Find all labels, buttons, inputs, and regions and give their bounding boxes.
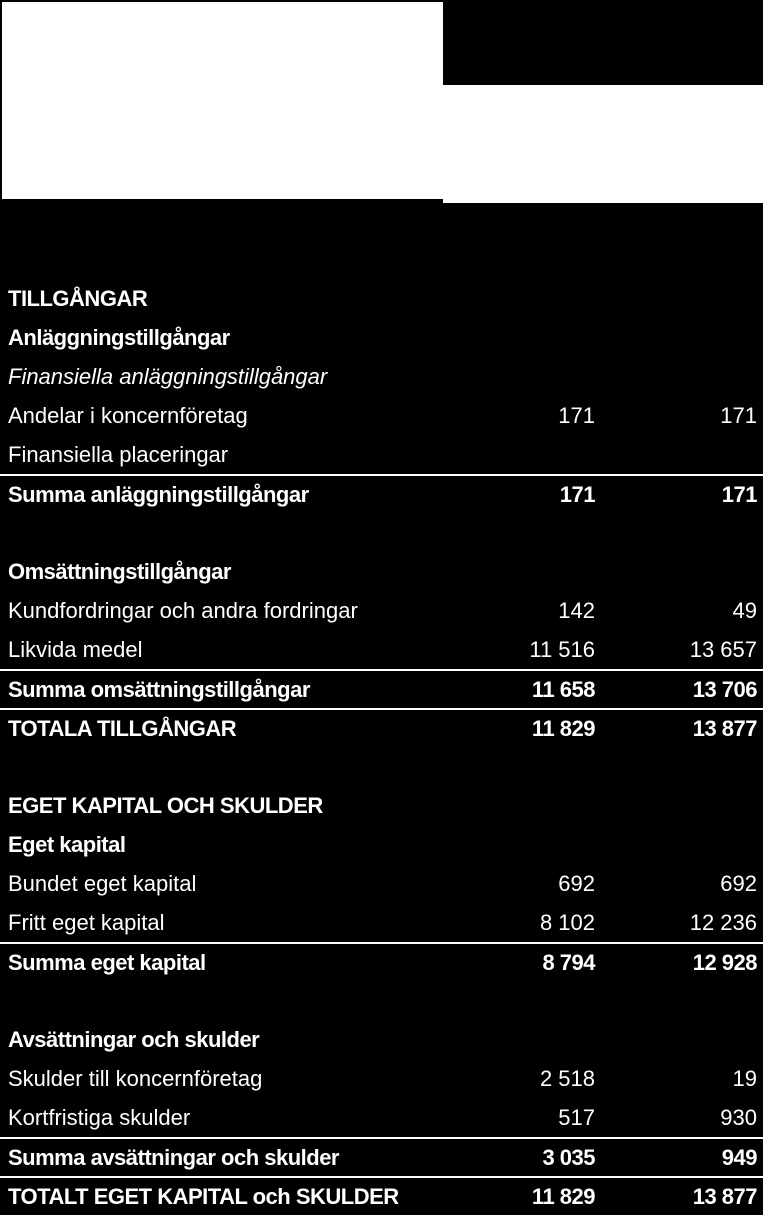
value-column-1: 8 102: [539, 910, 595, 935]
row-label: Anläggningstillgångar: [8, 325, 230, 350]
section-heading-row: [0, 1020, 763, 1059]
row-label: Eget kapital: [8, 832, 126, 857]
row-label: Andelar i koncernföretag: [8, 403, 248, 428]
value-column-1: 3 035: [542, 1145, 595, 1170]
summary-row: [0, 669, 763, 708]
value-column-1: 171: [558, 403, 595, 428]
row-label: Finansiella anläggningstillgångar: [8, 364, 328, 389]
summary-row: [0, 708, 763, 747]
value-column-2: 12 236: [689, 910, 757, 935]
value-column-2: 692: [720, 871, 757, 896]
summary-row: [0, 942, 763, 981]
section-heading-row: [0, 435, 763, 474]
value-column-1: 692: [558, 871, 595, 896]
spacer-row: [0, 981, 763, 1020]
value-column-2: 49: [732, 598, 757, 623]
row-label: Kundfordringar och andra fordringar: [8, 598, 358, 623]
value-column-1: 11 658: [531, 677, 595, 702]
section-heading-row: [0, 357, 763, 396]
value-column-2: 171: [721, 482, 757, 507]
row-label: Summa omsättningstillgångar: [8, 677, 310, 702]
value-column-1: 2 518: [539, 1066, 595, 1091]
value-column-2: 171: [720, 403, 757, 428]
value-column-1: 8 794: [542, 950, 595, 975]
summary-row: [0, 1176, 763, 1215]
value-column-1: 11 516: [529, 637, 595, 662]
header-blank-area-left: [2, 2, 443, 199]
line-item-row: [0, 903, 763, 942]
line-item-row: [0, 630, 763, 669]
row-label: Avsättningar och skulder: [8, 1027, 260, 1052]
value-column-2: 13 877: [692, 1184, 757, 1209]
row-label: Skulder till koncernföretag: [8, 1066, 263, 1091]
value-column-1: 171: [559, 482, 595, 507]
section-heading-row: [0, 825, 763, 864]
row-label: Summa eget kapital: [8, 950, 206, 975]
row-label: Omsättningstillgångar: [8, 559, 231, 584]
section-heading-row: [0, 786, 763, 825]
value-column-1: 517: [558, 1105, 595, 1130]
spacer-row: [0, 240, 763, 279]
row-label: TILLGÅNGAR: [8, 286, 148, 311]
value-column-1: 11 829: [531, 716, 595, 741]
value-column-2: 930: [720, 1105, 757, 1130]
value-column-2: 13 657: [689, 637, 757, 662]
summary-row: [0, 474, 763, 513]
row-label: Likvida medel: [8, 637, 143, 662]
line-item-row: [0, 396, 763, 435]
row-label: Bundet eget kapital: [8, 871, 197, 896]
section-heading-row: [0, 279, 763, 318]
value-column-1: 142: [558, 598, 595, 623]
value-column-2: 13 706: [692, 677, 757, 702]
row-label: EGET KAPITAL OCH SKULDER: [8, 793, 323, 818]
row-label: Summa avsättningar och skulder: [8, 1145, 339, 1170]
line-item-row: [0, 591, 763, 630]
value-column-1: 11 829: [531, 1184, 595, 1209]
spacer-row: [0, 513, 763, 552]
line-item-row: [0, 1098, 763, 1137]
spacer-row: [0, 747, 763, 786]
row-label: Kortfristiga skulder: [8, 1105, 191, 1130]
summary-row: [0, 1137, 763, 1176]
section-heading-row: [0, 318, 763, 357]
row-label: Summa anläggningstillgångar: [8, 482, 309, 507]
value-column-2: 19: [732, 1066, 757, 1091]
row-label: Finansiella placeringar: [8, 442, 229, 467]
row-label: TOTALT EGET KAPITAL och SKULDER: [8, 1184, 399, 1209]
value-column-2: 949: [721, 1145, 757, 1170]
header-blank-area-right: [443, 85, 763, 203]
row-label: Fritt eget kapital: [8, 910, 165, 935]
value-column-2: 12 928: [692, 950, 757, 975]
value-column-2: 13 877: [692, 716, 757, 741]
line-item-row: [0, 1059, 763, 1098]
line-item-row: [0, 864, 763, 903]
balance-sheet-table: [0, 240, 763, 1215]
section-heading-row: [0, 552, 763, 591]
row-label: TOTALA TILLGÅNGAR: [8, 716, 237, 741]
